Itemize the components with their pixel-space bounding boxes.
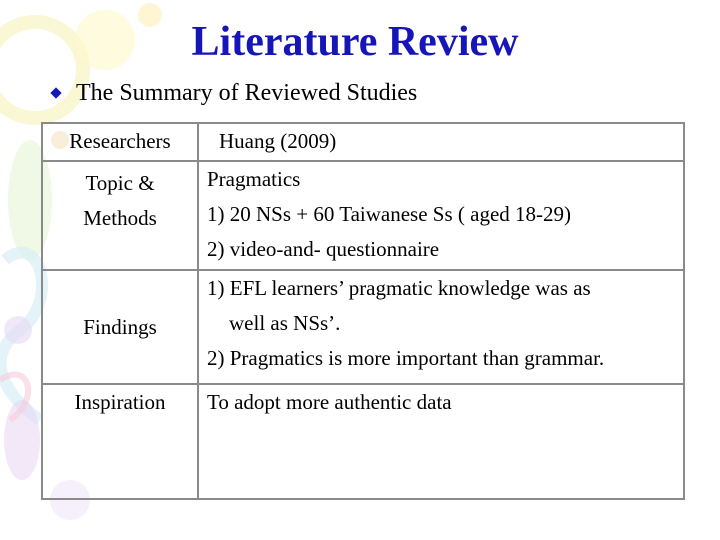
- topic-line-2: 1) 20 NSs + 60 Taiwanese Ss ( aged 18-29): [207, 202, 572, 226]
- findings-line-2: well as NSs’.: [229, 311, 341, 335]
- topic-methods-value: [198, 161, 684, 270]
- topic-label-line2: Methods: [83, 206, 157, 230]
- table-row-researchers: [42, 123, 684, 161]
- topic-line-1: Pragmatics: [207, 167, 301, 191]
- findings-value: [198, 270, 684, 384]
- inspiration-value-text: To adopt more authentic data: [207, 390, 452, 414]
- findings-line-3: 2) Pragmatics is more important than grammar.: [207, 346, 605, 370]
- inspiration-value: [198, 384, 684, 499]
- topic-label-line1: Topic &: [85, 171, 155, 195]
- topic-line-3: 2) video-and- questionnaire: [207, 237, 440, 261]
- researchers-value: [198, 123, 684, 161]
- summary-table: [41, 122, 685, 500]
- inspiration-label: Inspiration: [42, 384, 198, 499]
- findings-line-1: 1) EFL learners’ pragmatic knowledge was as: [207, 276, 591, 300]
- researchers-label: Researchers: [42, 123, 198, 161]
- slide-title: Literature Review: [191, 19, 519, 65]
- topic-methods-label: [42, 161, 198, 270]
- table-row-findings: [42, 270, 684, 384]
- findings-label: Findings: [42, 270, 198, 384]
- table-row-topic-methods: [42, 161, 684, 270]
- bullet-point: [50, 78, 417, 108]
- researchers-value-text: Huang (2009): [219, 129, 337, 153]
- table-row-inspiration: [42, 384, 684, 499]
- diamond-bullet-icon: [50, 87, 61, 98]
- bullet-text: The Summary of Reviewed Studies: [76, 79, 418, 106]
